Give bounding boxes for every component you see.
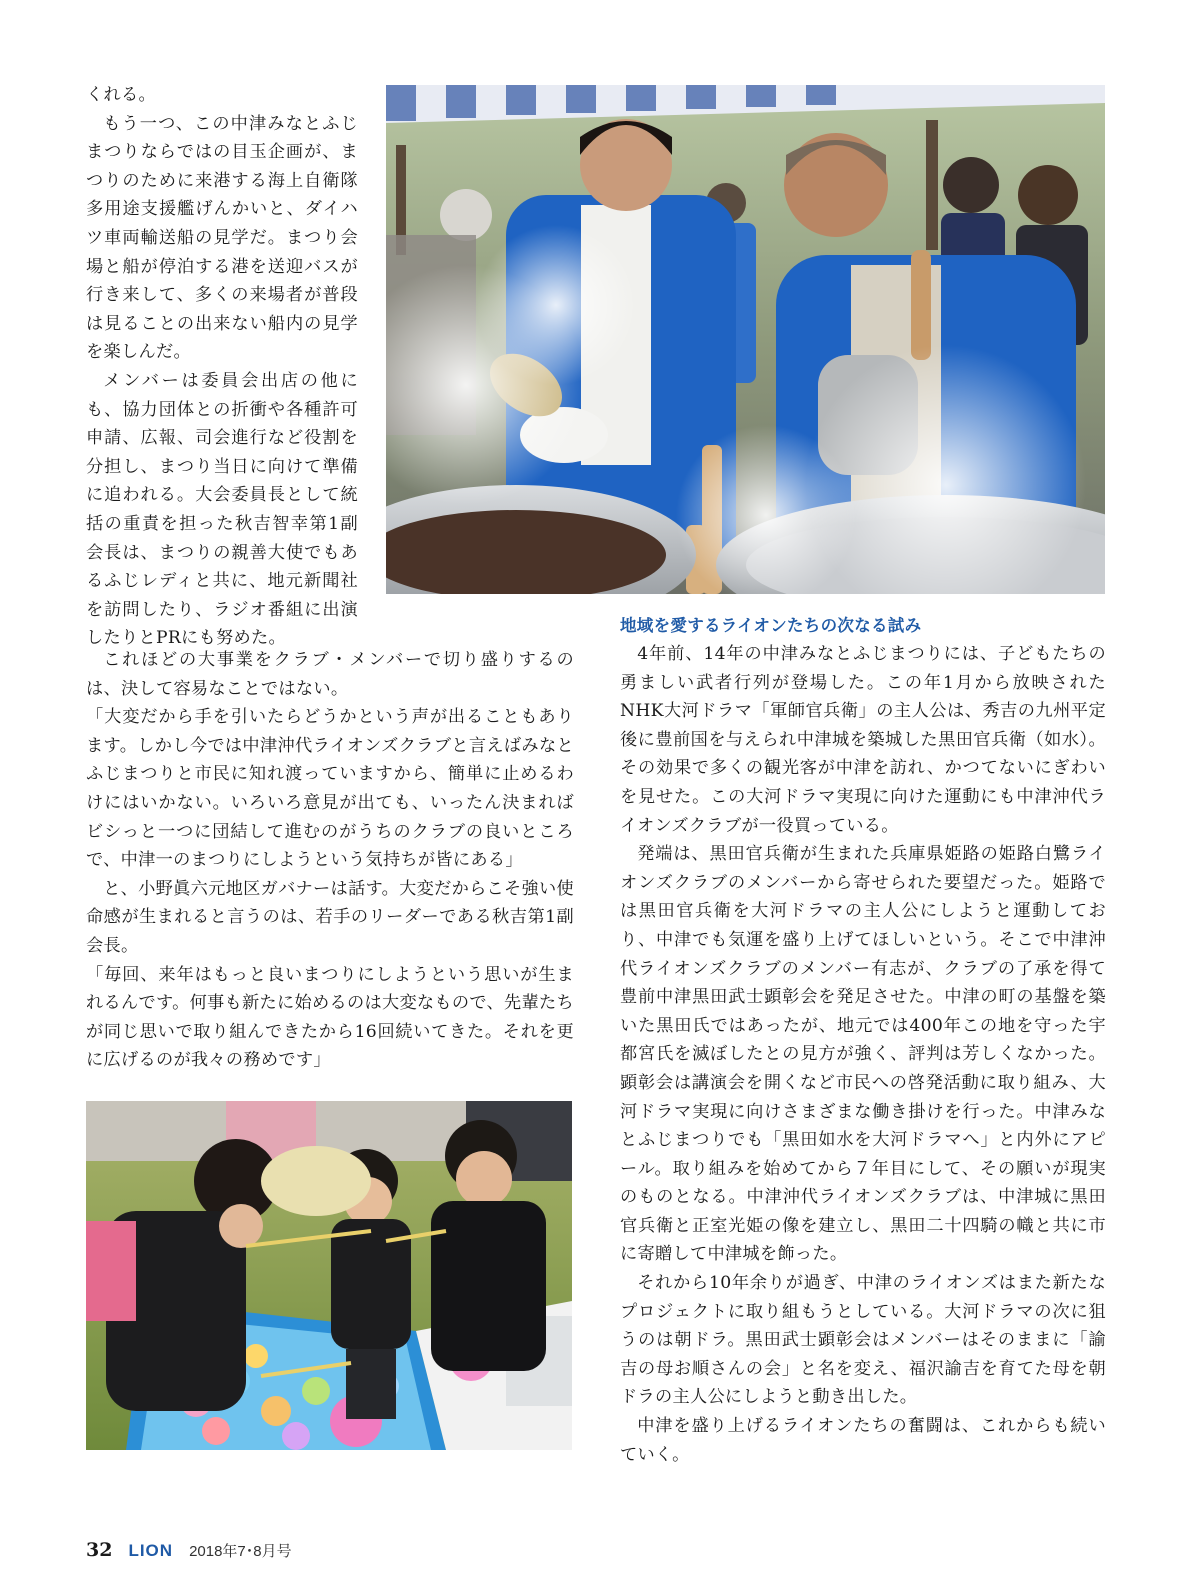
paragraph: もう一つ、この中津みなとふじまつりならではの目玉企画が、まつりのために来港する海上自衛隊多用途支援艦げんかいと、ダイハツ車両輸送船の見学だ。まつり会場と船が停泊する港を送迎バスが行き来して、多くの来場者が普段は見ることの出来ない船内の見学を楽しんだ。 — [86, 113, 358, 363]
paragraph: くれる。 — [86, 85, 156, 105]
quote-paragraph: 「毎回、来年はもっと良いまつりにしようという思いが生まれるんです。何事も新たに始めるのは大変なもので、先輩たちが同じ思いで取り組んできたから16回続いてきた。それを更に広げるのが我々の務めです」 — [86, 964, 574, 1071]
page-footer — [86, 1539, 292, 1567]
quote-paragraph: 「大変だから手を引いたらどうかという声が出ることもあります。しかし今では中津沖代ライオンズクラブと言えばみなとふじまつりと市民に知れ渡っていますから、簡単に止めるわけにはいかない。いろいろ意見が出ても、いったん決まればビシっと一つに団結して進むのがうちのクラブの良いところで、中津一のまつりにしようという気持ちが皆にある」 — [86, 707, 574, 871]
paragraph: メンバーは委員会出店の他にも、協力団体との折衝や各種許可申請、広報、司会進行など役割を分担し、まつり当日に向けて準備に追われる。大会委員長として統括の重責を担った秋吉智幸第1副会長は、まつりの親善大使でもあるふじレディと共に、地元新聞社を訪問したり、ラジオ番組に出演したりとPRにも努めた。 — [86, 370, 358, 649]
article-column-left-top — [86, 81, 358, 653]
issue-date: 2018年7･8月号 — [189, 1543, 292, 1560]
paragraph: 発端は、黒田官兵衛が生まれた兵庫県姫路の姫路白鷺ライオンズクラブのメンバーから寄せられた要望だった。姫路では黒田官兵衛を大河ドラマの主人公にしようと運動しており、中津でも気運を盛り上げてほしいという。そこで中津沖代ライオンズクラブのメンバー有志が、クラブの了承を得て豊前中津黒田武士顕彰会を発足させた。中津の町の基盤を築いた黒田氏ではあったが、地元では400年この地を守った宇都宮氏を滅ぼしたとの見方が強く、評判は芳しくなかった。顕彰会は講演会を開くなど市民への啓発活動に取り組み、大河ドラマ実現に向けさまざまな働き掛けを行った。中津みなとふじまつりでも「黒田如水を大河ドラマへ」と内外にアピール。取り組みを始めてから７年目にして、その願いが現実のものとなる。中津沖代ライオンズクラブは、中津城に黒田官兵衛と正室光姫の像を建立し、黒田二十四騎の幟と共に市に寄贈して中津城を飾った。 — [620, 844, 1106, 1265]
paragraph: それから10年余りが過ぎ、中津のライオンズはまた新たなプロジェクトに取り組もうとしている。大河ドラマの次に狙うのは朝ドラ。黒田武士顕彰会はメンバーはそのままに「諭吉の母お順さんの会」と名を変え、福沢諭吉を育てた母を朝ドラの主人公にしようと動き出した。 — [620, 1273, 1106, 1408]
paragraph: 4年前、14年の中津みなとふじまつりには、子どもたちの勇ましい武者行列が登場した。この年1月から放映されたNHK大河ドラマ「軍師官兵衛」の主人公は、秀吉の九州平定後に豊前国を与えられ中津城を築城した黒田官兵衛（如水）。その効果で多くの観光客が中津を訪れ、かつてないにぎわいを見せた。この大河ドラマ実現に向けた運動にも中津沖代ライオンズクラブが一役買っている。 — [620, 644, 1106, 836]
page-number: 32 — [86, 1539, 113, 1561]
article-column-right — [620, 612, 1106, 1469]
section-heading: 地域を愛するライオンたちの次なる試み — [620, 616, 922, 635]
magazine-name: LION — [128, 1541, 174, 1560]
photo-festival-stall — [386, 85, 1105, 594]
photo-children-water-balloons — [86, 1101, 572, 1450]
paragraph: 中津を盛り上げるライオンたちの奮闘は、これからも続いていく。 — [620, 1416, 1106, 1465]
paragraph: と、小野眞六元地区ガバナーは話す。大変だからこそ強い使命感が生まれると言うのは、若手のリーダーである秋吉第1副会長。 — [86, 878, 574, 956]
paragraph: これほどの大事業をクラブ・メンバーで切り盛りするのは、決して容易なことではない。 — [86, 650, 574, 699]
article-column-left-middle — [86, 646, 574, 1075]
